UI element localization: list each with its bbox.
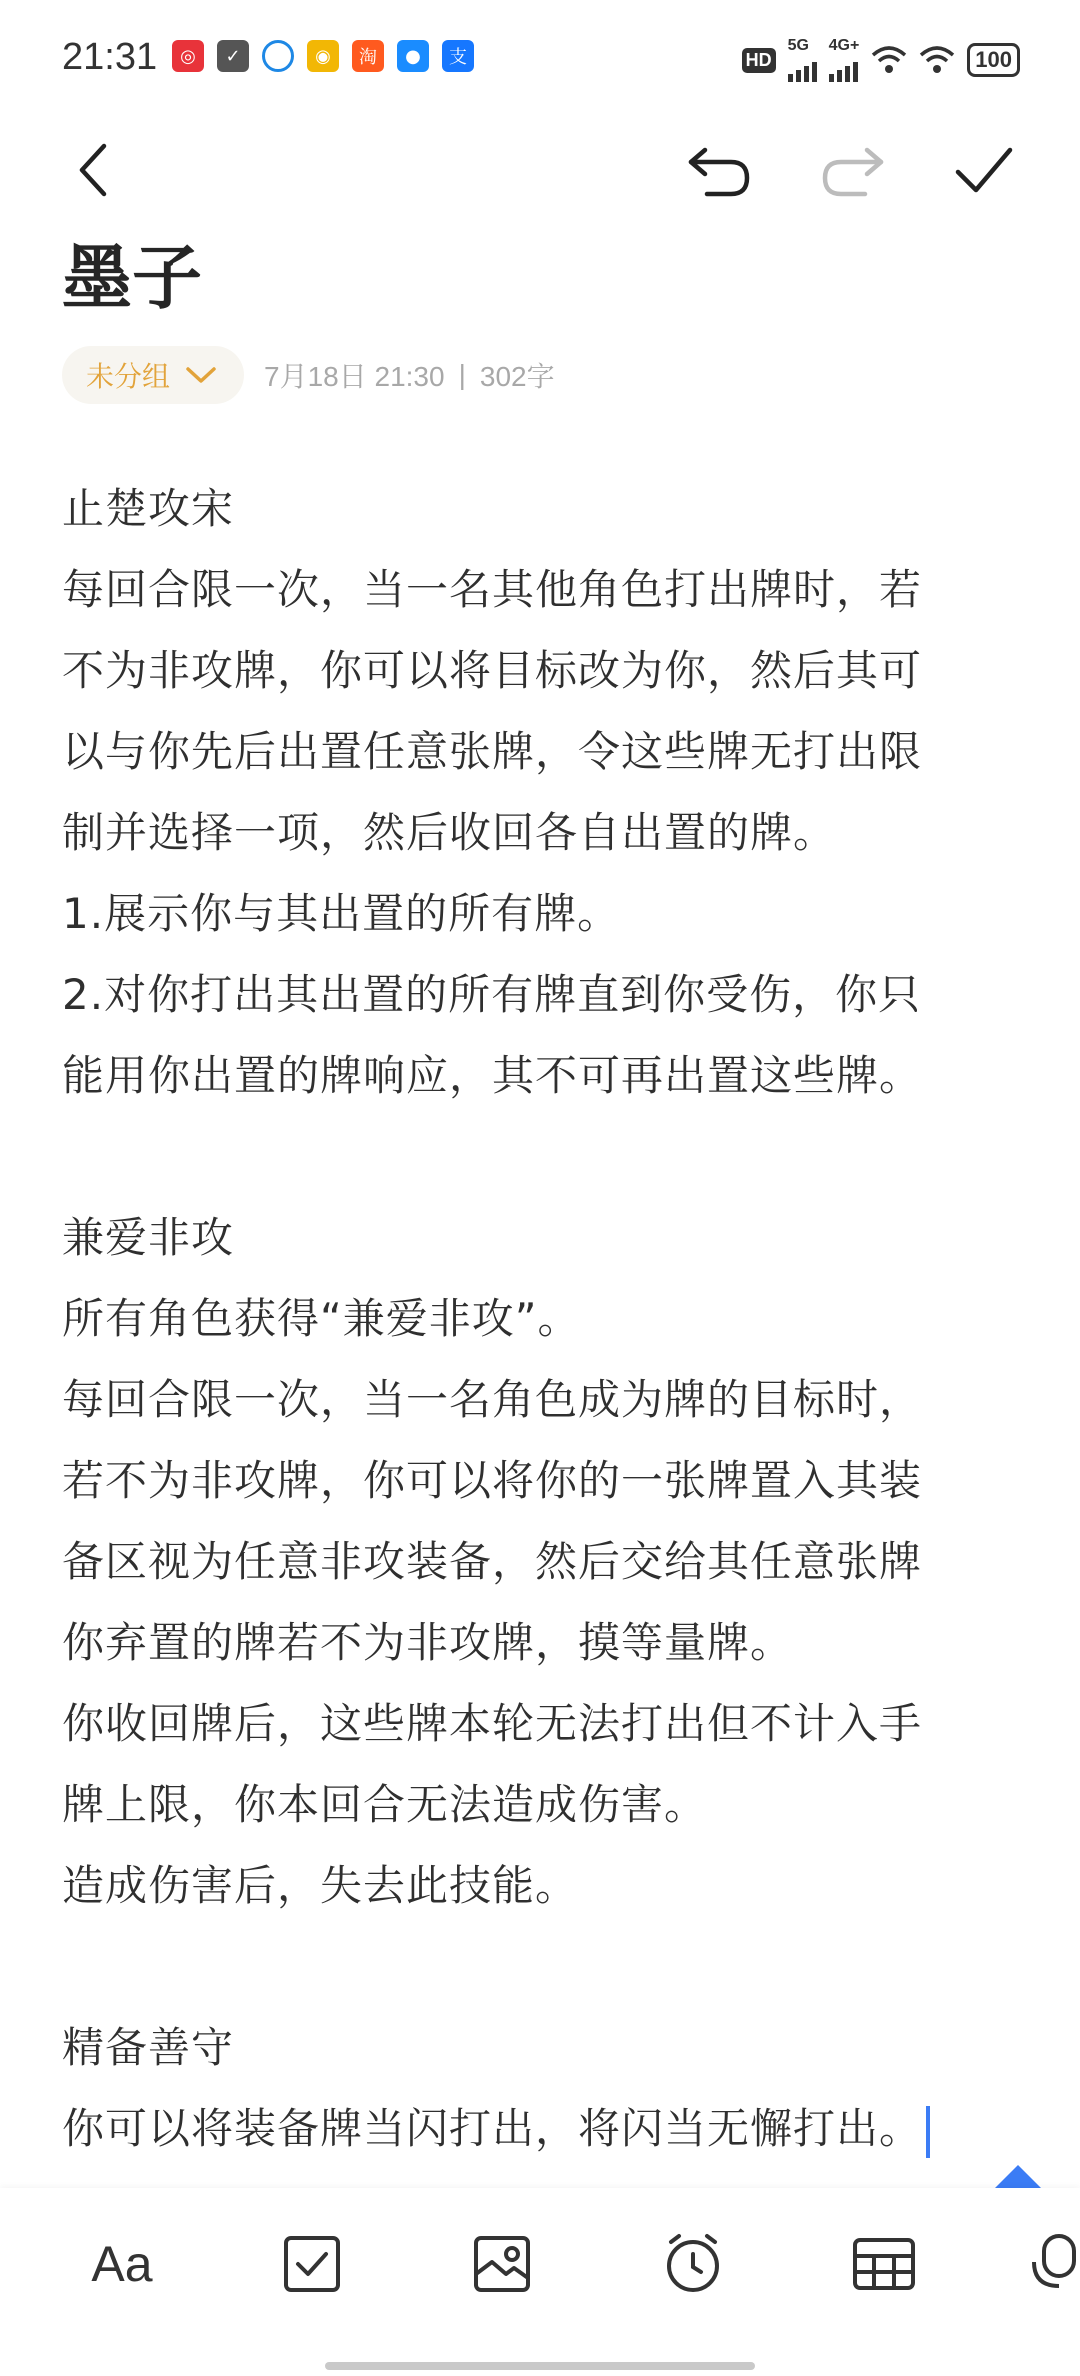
status-bar xyxy=(0,0,1080,118)
note-body[interactable] xyxy=(62,468,1028,2169)
home-indicator[interactable] xyxy=(325,2362,755,2370)
voice-button[interactable] xyxy=(1030,2214,1080,2314)
note-line: 1.展示你与其出置的所有牌。 xyxy=(62,889,621,938)
taobao-icon: 淘 xyxy=(352,40,384,72)
image-icon xyxy=(472,2234,532,2294)
qq-icon: ● xyxy=(397,40,429,72)
meta-separator: | xyxy=(458,359,466,390)
system-icons xyxy=(742,38,1020,82)
status-time: 21:31 xyxy=(62,36,158,78)
signal-4g-icon: 4G+ xyxy=(829,38,860,82)
chevron-down-icon xyxy=(184,365,218,385)
notification-icons xyxy=(172,40,474,72)
check-icon xyxy=(952,142,1016,198)
note-line: 能用你出置的牌响应，其不可再出置这些牌。 xyxy=(62,1051,923,1100)
table-button[interactable] xyxy=(834,2214,934,2314)
done-button[interactable] xyxy=(944,130,1024,210)
editor-toolbar xyxy=(0,120,1080,220)
note-line: 牌上限，你本回合无法造成伤害。 xyxy=(62,1780,708,1829)
text-style-button[interactable] xyxy=(72,2214,172,2314)
note-line: 备区视为任意非攻装备，然后交给其任意张牌 xyxy=(62,1537,923,1586)
note-line: 兼爱非攻 xyxy=(62,1213,235,1262)
note-line: 造成伤害后，失去此技能。 xyxy=(62,1861,579,1910)
word-count: 302字 xyxy=(479,361,555,392)
format-toolbar xyxy=(0,2188,1080,2376)
signal-5g-icon: 5G xyxy=(788,38,817,82)
group-label: 未分组 xyxy=(86,360,171,393)
note-line xyxy=(62,1926,1028,2007)
group-selector[interactable] xyxy=(62,346,244,404)
checklist-icon xyxy=(282,2234,342,2294)
note-line: 若不为非攻牌，你可以将你的一张牌置入其装 xyxy=(62,1456,923,1505)
note-line-last xyxy=(62,2088,1028,2169)
redo-icon xyxy=(817,140,887,200)
note-line: 所有角色获得“兼爱非攻”。 xyxy=(62,1294,581,1343)
undo-icon xyxy=(685,140,755,200)
battery-indicator: 100 xyxy=(967,43,1020,77)
note-line-text: 你可以将装备牌当闪打出，将闪当无懈打出。 xyxy=(62,2104,923,2153)
note-line: 你弃置的牌若不为非攻牌，摸等量牌。 xyxy=(62,1618,794,1667)
note-line: 每回合限一次，当一名角色成为牌的目标时， xyxy=(62,1375,923,1424)
alipay-icon: 支 xyxy=(442,40,474,72)
weibo-icon: ◉ xyxy=(307,40,339,72)
undo-button[interactable] xyxy=(680,130,760,210)
note-info xyxy=(264,355,555,395)
reminder-button[interactable] xyxy=(643,2214,743,2314)
alarm-clock-icon xyxy=(661,2232,725,2296)
note-line: 2.对你打出其出置的所有牌直到你受伤，你只 xyxy=(62,970,922,1019)
hd-icon: HD xyxy=(742,48,776,73)
note-line: 不为非攻牌，你可以将目标改为你，然后其可 xyxy=(62,646,923,695)
chevron-left-icon xyxy=(72,140,116,200)
note-meta xyxy=(62,345,555,405)
redo-button[interactable] xyxy=(812,130,892,210)
note-line: 以与你先后出置任意张牌，令这些牌无打出限 xyxy=(62,727,923,776)
text-style-icon: Aa xyxy=(91,2236,153,2292)
netease-music-icon: ◎ xyxy=(172,40,204,72)
note-line: 制并选择一项，然后收回各自出置的牌。 xyxy=(62,808,837,857)
text-cursor xyxy=(926,2106,930,2158)
image-button[interactable] xyxy=(452,2214,552,2314)
note-date: 7月18日 21:30 xyxy=(264,361,445,392)
back-button[interactable] xyxy=(54,130,134,210)
table-icon xyxy=(852,2236,916,2292)
note-line: 精备善守 xyxy=(62,2023,235,2072)
note-title[interactable]: 墨子 xyxy=(62,237,202,319)
note-line: 你收回牌后，这些牌本轮无法打出但不计入手 xyxy=(62,1699,923,1748)
clipboard-check-icon: ✓ xyxy=(217,40,249,72)
browser-icon xyxy=(262,40,294,72)
note-line: 止楚攻宋 xyxy=(62,484,235,533)
wifi-icon xyxy=(871,45,907,75)
microphone-icon xyxy=(1030,2232,1080,2296)
note-line: 每回合限一次，当一名其他角色打出牌时，若 xyxy=(62,565,923,614)
note-line xyxy=(62,1116,1028,1197)
wifi-icon-2 xyxy=(919,45,955,75)
checklist-button[interactable] xyxy=(262,2214,362,2314)
